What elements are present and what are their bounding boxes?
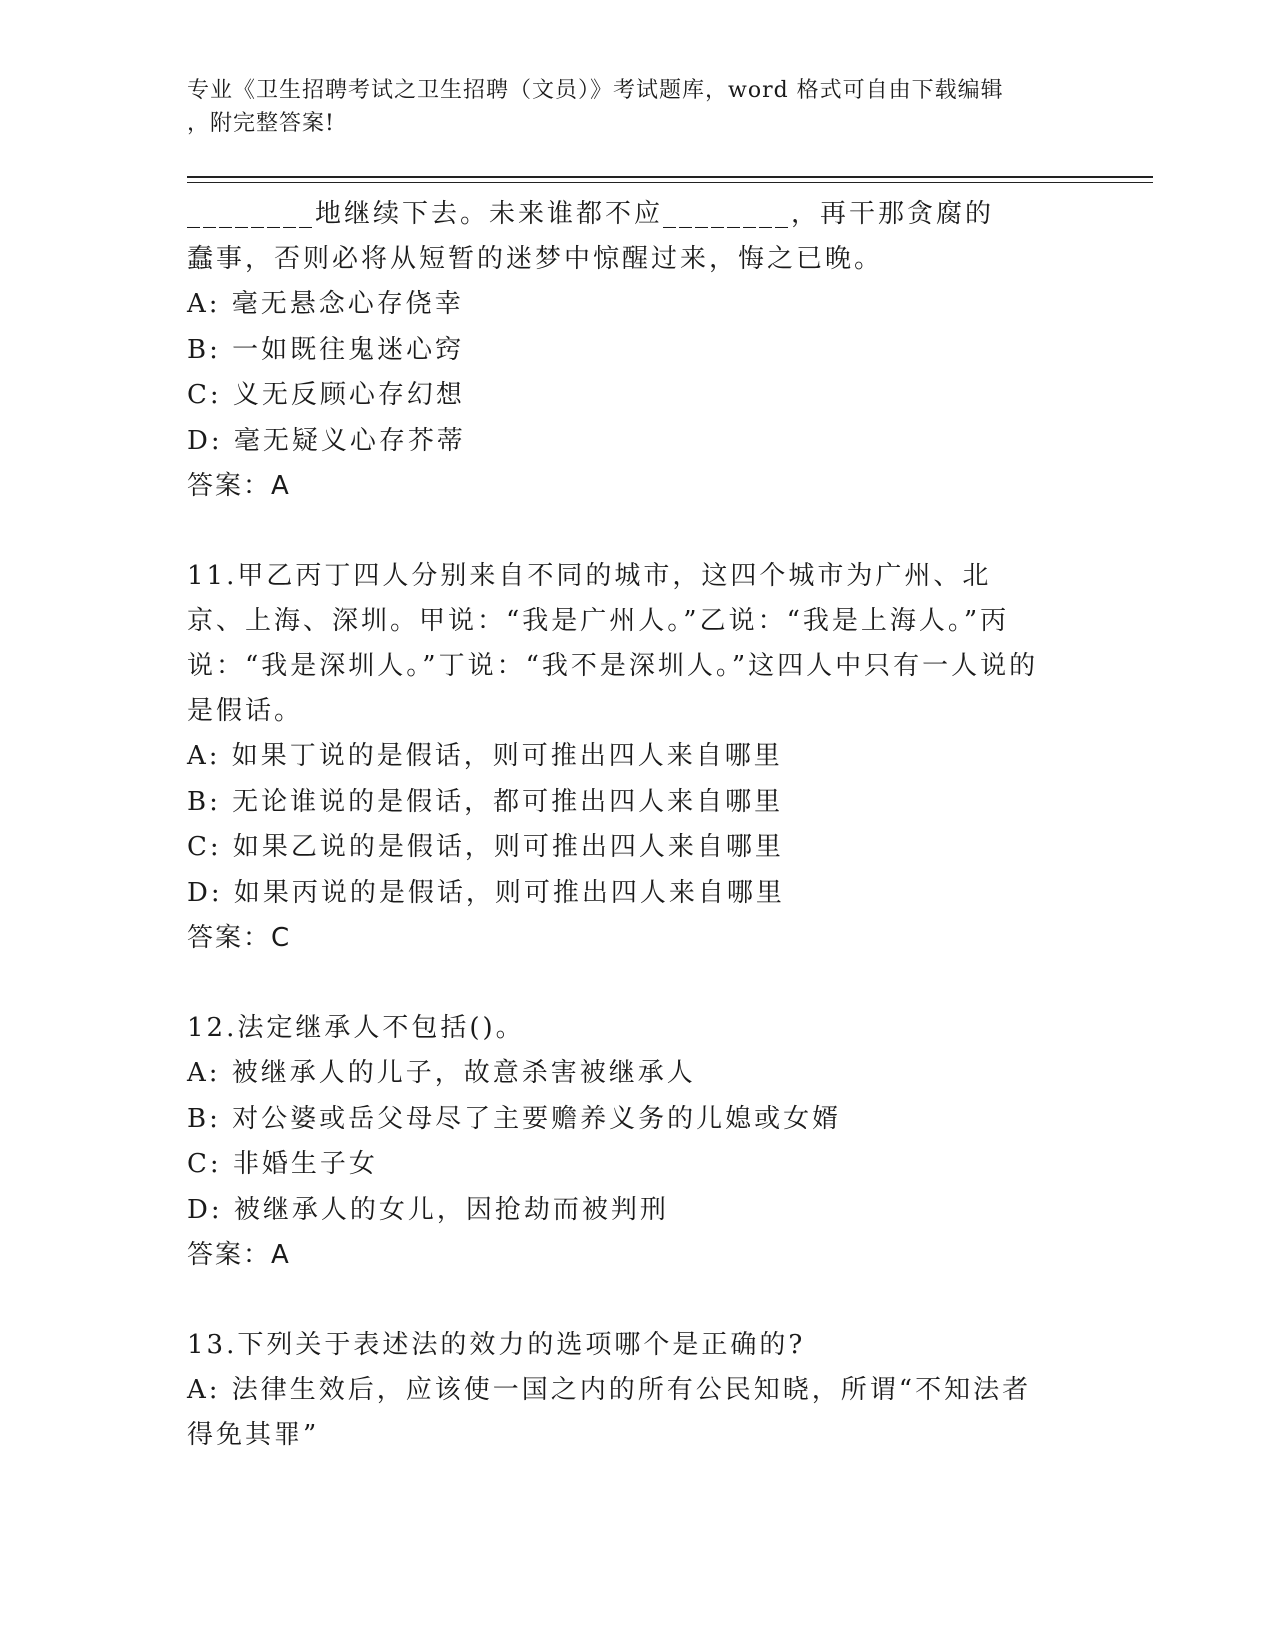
option-d: D: 如果丙说的是假话，则可推出四人来自哪里 <box>187 877 785 908</box>
option-b: B: 无论谁说的是假话，都可推出四人来自哪里 <box>187 786 784 817</box>
question-11 <box>187 554 1087 961</box>
answer-line: 答案：A <box>187 1240 291 1270</box>
option-a: A: 毫无悬念心存侥幸 <box>187 289 464 319</box>
answer-line: 答案：A <box>187 471 291 501</box>
question-content <box>187 192 1087 1458</box>
question-stem: 11.甲乙丙丁四人分别来自不同的城市，这四个城市为广州、北京、上海、深圳。甲说：“我是广州人。”乙说：“我是上海人。”丙说：“我是深圳人。”丁说：“我不是深圳人。”这四人中只有一人说的是假话。 <box>187 561 1039 726</box>
option-a: A: 被继承人的儿子，故意杀害被继承人 <box>187 1058 696 1088</box>
option-d: D: 毫无疑义心存芥蒂 <box>187 425 466 456</box>
question-12 <box>187 1006 1087 1278</box>
option-a: A: 法律生效后，应该使一国之内的所有公民知晓，所谓“不知法者得免其罪” <box>187 1375 1032 1450</box>
header-line-1: 专业《卫生招聘考试之卫生招聘（文员）》考试题库，word 格式可自由下载编辑 <box>187 78 1004 103</box>
header-line-2: ，附完整答案! <box>187 111 335 136</box>
header-divider-thick <box>187 176 1153 178</box>
option-b: B: 一如既往鬼迷心窍 <box>187 334 465 365</box>
option-c: C: 非婚生子女 <box>187 1149 378 1179</box>
question-stem: ________地继续下去。未来谁都不应________，再干那贪腐的蠢事，否则必将从短暂的迷梦中惊醒过来，悔之已晚。 <box>187 199 995 274</box>
option-b: B: 对公婆或岳父母尽了主要赡养义务的儿媳或女婿 <box>187 1103 842 1134</box>
option-c: C: 义无反顾心存幻想 <box>187 380 465 410</box>
question-continuation <box>187 192 1087 509</box>
spacer <box>187 509 1087 554</box>
spacer <box>187 1278 1087 1323</box>
option-c: C: 如果乙说的是假话，则可推出四人来自哪里 <box>187 832 784 862</box>
option-a: A: 如果丁说的是假话，则可推出四人来自哪里 <box>187 741 783 771</box>
option-d: D: 被继承人的女儿，因抢劫而被判刑 <box>187 1194 669 1225</box>
question-stem: 13.下列关于表述法的效力的选项哪个是正确的? <box>187 1330 806 1360</box>
question-13 <box>187 1323 1087 1458</box>
answer-line: 答案：C <box>187 923 292 953</box>
header-divider-thin <box>187 182 1153 183</box>
spacer <box>187 961 1087 1006</box>
question-stem: 12.法定继承人不包括()。 <box>187 1013 525 1043</box>
page-header <box>187 74 1067 140</box>
